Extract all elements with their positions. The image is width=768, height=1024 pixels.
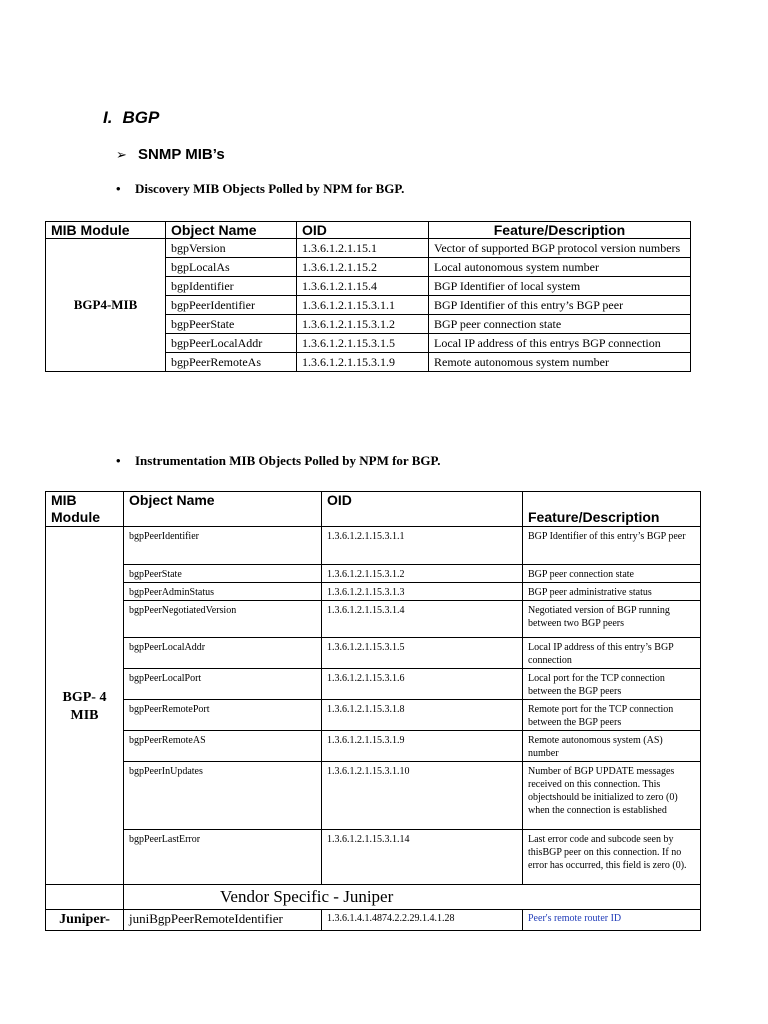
header-oid: OID: [297, 222, 429, 239]
oid-cell: 1.3.6.1.2.1.15.3.1.4: [322, 601, 523, 638]
description-cell: BGP peer connection state: [429, 315, 691, 334]
object-name-cell: bgpIdentifier: [166, 277, 297, 296]
discovery-bullet-text: Discovery MIB Objects Polled by NPM for BGP.: [135, 181, 405, 196]
table-row: [46, 239, 691, 258]
subsection-heading: [116, 146, 225, 163]
oid-cell: 1.3.6.1.2.1.15.3.1.5: [322, 638, 523, 669]
header-object-name: Object Name: [166, 222, 297, 239]
header-feature-description: Feature/Description: [429, 222, 691, 239]
arrow-bullet-icon: ➢: [116, 148, 127, 163]
oid-cell: 1.3.6.1.2.1.15.1: [297, 239, 429, 258]
description-cell: Negotiated version of BGP running between two BGP peers: [523, 601, 701, 638]
object-name-cell: bgpPeerState: [166, 315, 297, 334]
description-cell: Vector of supported BGP protocol version numbers: [429, 239, 691, 258]
vendor-heading: Vendor Specific - Juniper: [124, 885, 701, 910]
mib-module-cell: Juniper-: [46, 910, 124, 931]
object-name-cell: juniBgpPeerRemoteIdentifier: [124, 910, 322, 931]
header-object-name: Object Name: [124, 492, 322, 527]
table-row: [46, 527, 701, 565]
object-name-cell: bgpPeerLastError: [124, 830, 322, 885]
discovery-bullet: [116, 181, 404, 197]
bullet-icon: •: [116, 453, 121, 468]
table-row: [46, 638, 701, 669]
description-cell: Remote autonomous system number: [429, 353, 691, 372]
object-name-cell: bgpLocalAs: [166, 258, 297, 277]
object-name-cell: bgpPeerNegotiatedVersion: [124, 601, 322, 638]
description-cell: BGP peer administrative status: [523, 583, 701, 601]
oid-cell: 1.3.6.1.2.1.15.4: [297, 277, 429, 296]
object-name-cell: bgpVersion: [166, 239, 297, 258]
object-name-cell: bgpPeerIdentifier: [124, 527, 322, 565]
description-cell: Local IP address of this entry’s BGP connection: [523, 638, 701, 669]
object-name-cell: bgpPeerRemoteAS: [124, 731, 322, 762]
oid-cell: 1.3.6.1.2.1.15.3.1.1: [322, 527, 523, 565]
description-cell: Remote port for the TCP connection between the BGP peers: [523, 700, 701, 731]
table-row: [46, 669, 701, 700]
section-number: I.: [103, 108, 113, 127]
table-row: [46, 830, 701, 885]
object-name-cell: bgpPeerState: [124, 565, 322, 583]
table-row: [46, 583, 701, 601]
vendor-empty-cell: [46, 885, 124, 910]
object-name-cell: bgpPeerLocalPort: [124, 669, 322, 700]
table-row: [46, 762, 701, 830]
table-header-row: [46, 492, 701, 527]
oid-cell: 1.3.6.1.2.1.15.3.1.10: [322, 762, 523, 830]
table-row: [46, 601, 701, 638]
table-row: [46, 700, 701, 731]
oid-cell: 1.3.6.1.2.1.15.3.1.1: [297, 296, 429, 315]
header-oid: OID: [322, 492, 523, 527]
instrumentation-bullet-text: Instrumentation MIB Objects Polled by NPM for BGP.: [135, 453, 441, 468]
instrumentation-mib-table: [45, 491, 701, 931]
mib-module-cell: BGP- 4 MIB: [46, 527, 124, 885]
table-row: [46, 731, 701, 762]
description-cell: BGP peer connection state: [523, 565, 701, 583]
oid-cell: 1.3.6.1.2.1.15.3.1.8: [322, 700, 523, 731]
table-row: [46, 910, 701, 931]
description-cell: BGP Identifier of this entry’s BGP peer: [429, 296, 691, 315]
description-cell: Number of BGP UPDATE messages received on this connection. This objectshould be initialized to zero (0) when the connection is established: [523, 762, 701, 830]
description-cell: Local autonomous system number: [429, 258, 691, 277]
object-name-cell: bgpPeerLocalAddr: [166, 334, 297, 353]
header-mib-module: MIB Module: [46, 492, 124, 527]
header-mib-module: MIB Module: [46, 222, 166, 239]
object-name-cell: bgpPeerAdminStatus: [124, 583, 322, 601]
description-cell: Local port for the TCP connection between the BGP peers: [523, 669, 701, 700]
oid-cell: 1.3.6.1.2.1.15.3.1.14: [322, 830, 523, 885]
header-feature-description: Feature/Description: [523, 492, 701, 527]
description-cell: Remote autonomous system (AS) number: [523, 731, 701, 762]
oid-cell: 1.3.6.1.2.1.15.2: [297, 258, 429, 277]
mib-module-cell: BGP4-MIB: [46, 239, 166, 372]
oid-cell: 1.3.6.1.2.1.15.3.1.9: [322, 731, 523, 762]
object-name-cell: bgpPeerRemoteAs: [166, 353, 297, 372]
section-title: BGP: [122, 108, 160, 127]
table-header-row: [46, 222, 691, 239]
description-cell: Local IP address of this entrys BGP connection: [429, 334, 691, 353]
object-name-cell: bgpPeerLocalAddr: [124, 638, 322, 669]
description-cell: BGP Identifier of this entry’s BGP peer: [523, 527, 701, 565]
bullet-icon: •: [116, 181, 121, 196]
section-heading: [103, 108, 159, 128]
subsection-title: SNMP MIB’s: [138, 146, 225, 163]
oid-cell: 1.3.6.1.2.1.15.3.1.5: [297, 334, 429, 353]
object-name-cell: bgpPeerRemotePort: [124, 700, 322, 731]
table-row: [46, 565, 701, 583]
oid-cell: 1.3.6.1.2.1.15.3.1.3: [322, 583, 523, 601]
object-name-cell: bgpPeerInUpdates: [124, 762, 322, 830]
oid-cell: 1.3.6.1.2.1.15.3.1.9: [297, 353, 429, 372]
vendor-heading-row: [46, 885, 701, 910]
oid-cell: 1.3.6.1.4.1.4874.2.2.29.1.4.1.28: [322, 910, 523, 931]
instrumentation-bullet: [116, 453, 441, 469]
description-cell: Peer's remote router ID: [523, 910, 701, 931]
discovery-mib-table: [45, 221, 691, 372]
oid-cell: 1.3.6.1.2.1.15.3.1.2: [322, 565, 523, 583]
description-cell: BGP Identifier of local system: [429, 277, 691, 296]
oid-cell: 1.3.6.1.2.1.15.3.1.6: [322, 669, 523, 700]
description-cell: Last error code and subcode seen by thisBGP peer on this connection. If no error has occurred, this field is zero (0).: [523, 830, 701, 885]
oid-cell: 1.3.6.1.2.1.15.3.1.2: [297, 315, 429, 334]
object-name-cell: bgpPeerIdentifier: [166, 296, 297, 315]
